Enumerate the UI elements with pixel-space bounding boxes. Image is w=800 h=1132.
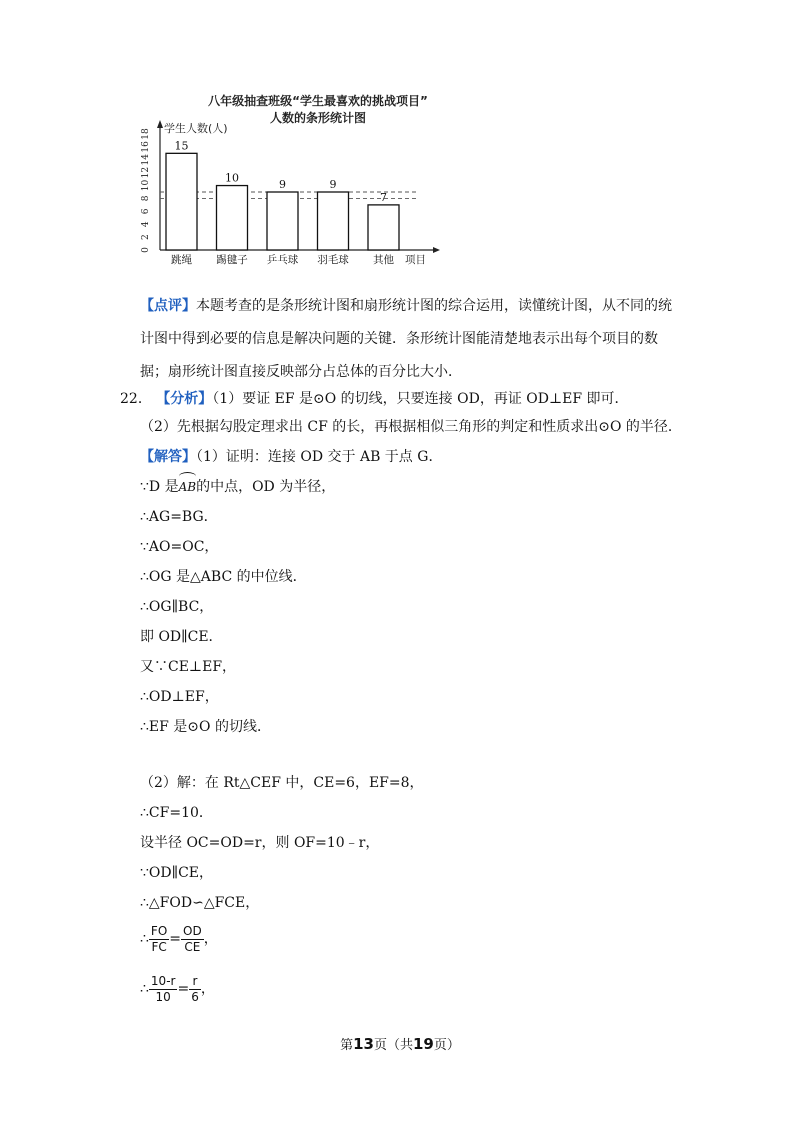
proof-line-4: ∴OG 是△ABC 的中位线． [140, 569, 307, 585]
numerator: 10-r [150, 973, 176, 988]
bar [166, 153, 197, 250]
answer-tag: 【解答】 [140, 449, 196, 465]
analysis-tag: 【分析】 [156, 391, 213, 407]
arc-label: AB [179, 476, 196, 498]
part2-line-3: 设半径 OC=OD=r，则 OF=10﹣r， [140, 835, 380, 851]
denominator: 6 [191, 989, 199, 1004]
proof-line-8: ∴OD⊥EF， [140, 689, 219, 705]
y-axis-arrow [157, 120, 163, 128]
bar-value-label: 9 [279, 178, 286, 191]
chart-title: 八年级抽查班级“学生最喜欢的挑战项目” [208, 94, 428, 108]
footer-post: 页） [433, 1038, 460, 1053]
bar-value-label: 7 [380, 190, 387, 204]
q22-answer-intro [140, 446, 442, 468]
fraction-od-ce [181, 924, 204, 955]
equals: = [169, 931, 182, 947]
proof-line-7: 又∵CE⊥EF， [140, 659, 237, 675]
y-tick-label: 6 [141, 208, 151, 215]
equals: = [177, 981, 190, 997]
y-axis-label: 学生人数(人) [164, 122, 228, 135]
denominator: CE [184, 939, 201, 954]
denominator: FC [151, 939, 167, 954]
chart-subtitle: 人数的条形统计图 [269, 111, 366, 125]
footer-page: 13 [353, 1035, 374, 1053]
bar-value-label: 9 [329, 178, 337, 191]
bar [217, 186, 248, 250]
y-tick-label: 12 [141, 166, 151, 179]
part2-line-1: （2）解：在 Rt△CEF 中，CE=6，EF=8， [140, 775, 424, 791]
y-tick-label: 4 [141, 221, 151, 228]
bar-value-label: 10 [225, 171, 239, 185]
comment-tag: 【点评】 [140, 298, 196, 314]
y-tick-label: 18 [141, 128, 151, 140]
y-tick-label: 10 [141, 179, 151, 192]
proof-text: ∵D 是 [140, 479, 179, 495]
fraction-10-r [149, 974, 178, 1005]
fraction-fo-fc [149, 924, 169, 955]
numerator: OD [183, 923, 202, 938]
part2-line-4: ∵OD∥CE， [140, 865, 214, 881]
q22-analysis-line1 [120, 388, 629, 410]
part2-line-2: ∴CF=10． [140, 805, 213, 821]
fraction-equation-1 [140, 922, 218, 956]
footer-pre: 第 [340, 1038, 354, 1053]
denominator: 10 [155, 989, 171, 1004]
category-label: 羽毛球 [317, 254, 349, 266]
q22-analysis-line2 [140, 416, 682, 438]
analysis-1: （1）要证 EF 是⊙O 的切线，只要连接 OD，再证 OD⊥EF 即可． [212, 391, 629, 407]
comment-text: 本题考查的是条形统计图和扇形统计图的综合运用，读懂统计图，从不同的统计图中得到必要的信息是解决问题的关键．条形统计图能清楚地表示出每个项目的数据；扇形统计图直接反映部分占总体的百分比大小． [140, 298, 672, 380]
footer-mid: 页（共 [373, 1038, 413, 1053]
proof-line-5: ∴OG∥BC， [140, 599, 214, 615]
y-tick-label: 0 [141, 247, 151, 253]
numerator: r [189, 974, 201, 990]
comment-paragraph [140, 290, 680, 389]
proof-line-1 [140, 476, 335, 498]
proof-line-2: ∴AG=BG． [140, 509, 218, 525]
x-axis-label: 项目 [405, 254, 426, 266]
therefore-symbol: ∴ [140, 981, 149, 997]
punct: ， [203, 931, 218, 947]
therefore-symbol: ∴ [140, 931, 149, 947]
numerator: FO [150, 923, 168, 938]
chart-canvas [128, 88, 448, 278]
analysis-2: （2）先根据勾股定理求出 CF 的长，再根据相似三角形的判定和性质求出⊙O 的半径． [140, 419, 682, 435]
page-footer [0, 1034, 800, 1053]
question-number: 22． [120, 391, 152, 407]
punct: ， [200, 981, 215, 997]
fraction-equation-2 [140, 972, 215, 1006]
answer-intro: （1）证明：连接 OD 交于 AB 于点 G． [196, 449, 443, 465]
fraction-r-6 [189, 974, 201, 1005]
category-label: 踢毽子 [216, 254, 248, 266]
category-label: 跳绳 [171, 254, 192, 266]
x-axis-arrow [433, 247, 440, 253]
category-label: 乒乓球 [266, 254, 299, 266]
category-label: 其他 [373, 254, 394, 266]
proof-line-6: 即 OD∥CE． [140, 629, 223, 645]
bar [318, 192, 349, 250]
y-tick-label: 16 [141, 141, 151, 153]
bar [368, 205, 399, 250]
proof-line-9: ∴EF 是⊙O 的切线． [140, 719, 271, 735]
proof-line-3: ∵AO=OC， [140, 539, 219, 555]
part2-line-5: ∴△FOD∽△FCE， [140, 895, 260, 911]
bar-value-label: 15 [174, 139, 189, 153]
y-tick-label: 8 [141, 195, 151, 202]
y-tick-label: 2 [141, 234, 151, 240]
proof-tail: 的中点，OD 为半径， [196, 479, 336, 495]
y-tick-label: 14 [141, 154, 151, 166]
footer-total: 19 [413, 1035, 434, 1053]
bar [267, 192, 298, 250]
bar-chart [128, 88, 448, 278]
